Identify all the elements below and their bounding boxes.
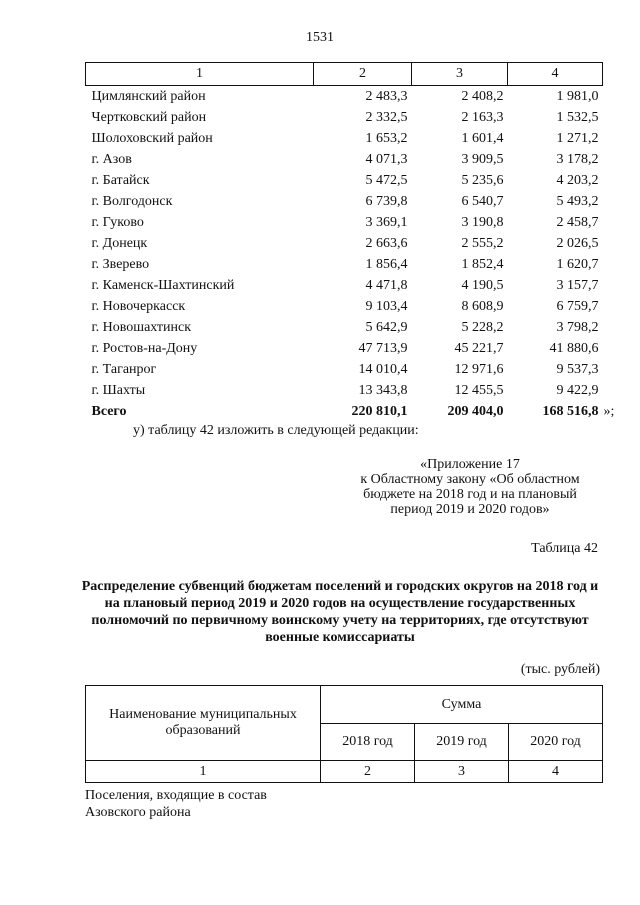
closing-quote-suffix: »; xyxy=(603,403,615,419)
table-row xyxy=(86,149,603,170)
municipality-name: г. Волгодонск xyxy=(91,193,173,209)
value-2018: 4 071,3 xyxy=(365,151,408,167)
value-2018: 47 713,9 xyxy=(358,340,408,356)
municipality-name: г. Батайск xyxy=(91,172,150,188)
value-2020: 9 422,9 xyxy=(556,382,599,398)
value-2020: 41 880,6 xyxy=(549,340,599,356)
municipality-name: г. Гуково xyxy=(91,214,144,230)
column-number: 4 xyxy=(508,63,603,86)
table-row xyxy=(86,128,603,149)
table-row xyxy=(86,317,603,338)
value-2020: 3 798,2 xyxy=(556,319,599,335)
value-2018: 2 663,6 xyxy=(365,235,408,251)
table-row xyxy=(86,380,603,401)
table-row xyxy=(86,107,603,128)
amendment-note: у) таблицу 42 изложить в следующей редакции: xyxy=(133,423,419,438)
table-row xyxy=(86,212,603,233)
appendix-title: «Приложение 17 xyxy=(420,457,520,472)
value-2020: 5 493,2 xyxy=(556,193,599,209)
units-label: (тыс. рублей) xyxy=(520,662,600,677)
value-2020: 3 178,2 xyxy=(556,151,599,167)
table-row xyxy=(86,233,603,254)
value-2019: 5 228,2 xyxy=(461,319,504,335)
municipality-name: Чертковский район xyxy=(91,109,207,125)
appendix-line: бюджете на 2018 год и на плановый xyxy=(363,487,577,502)
value-2020: 1 981,0 xyxy=(556,88,599,104)
value-2020: 4 203,2 xyxy=(556,172,599,188)
table-row xyxy=(86,275,603,296)
municipality-name: г. Таганрог xyxy=(91,361,157,377)
column-number: 3 xyxy=(415,761,509,783)
municipality-name: г. Новошахтинск xyxy=(91,319,192,335)
municipality-name: г. Ростов-на-Дону xyxy=(91,340,198,356)
value-2018: 14 010,4 xyxy=(358,361,408,377)
table-total-row xyxy=(86,401,603,422)
value-2018: 220 810,1 xyxy=(351,403,408,419)
table-row xyxy=(86,86,603,108)
page-number: 1531 xyxy=(306,30,334,45)
value-2019: 6 540,7 xyxy=(461,193,504,209)
table-number: Таблица 42 xyxy=(531,541,598,556)
column-name-header: Наименование муниципальных образований xyxy=(86,686,321,761)
municipality-name: Шолоховский район xyxy=(91,130,213,146)
municipality-name: г. Новочеркасск xyxy=(91,298,186,314)
value-2018: 4 471,8 xyxy=(365,277,408,293)
section-subheading xyxy=(85,787,267,821)
year-header: 2020 год xyxy=(509,724,603,761)
value-2020: 1 620,7 xyxy=(556,256,599,272)
table-row xyxy=(86,254,603,275)
value-2018: 3 369,1 xyxy=(365,214,408,230)
column-number: 1 xyxy=(86,63,314,86)
column-number: 4 xyxy=(509,761,603,783)
value-2020: 9 537,3 xyxy=(556,361,599,377)
value-2019: 1 852,4 xyxy=(461,256,504,272)
appendix-line: к Областному закону «Об областном xyxy=(360,472,580,487)
column-number: 1 xyxy=(86,761,321,783)
value-2018: 2 483,3 xyxy=(365,88,408,104)
value-2019: 209 404,0 xyxy=(447,403,504,419)
subheading-line: Азовского района xyxy=(85,805,191,820)
municipality-name: г. Каменск-Шахтинский xyxy=(91,277,235,293)
table-heading: Распределение субвенций бюджетам поселений и городских округов на 2018 год и на плановый период 2019 и 2020 годов на осуществление государственных полномочий по первичному воинскому учету на территориях, где отсутствуют военные комиссариаты xyxy=(81,579,599,645)
column-number: 3 xyxy=(412,63,508,86)
year-header: 2018 год xyxy=(321,724,415,761)
municipality-name: Цимлянский район xyxy=(91,88,206,104)
value-2020: 2 026,5 xyxy=(556,235,599,251)
value-2019: 12 455,5 xyxy=(454,382,504,398)
value-2018: 1 653,2 xyxy=(365,130,408,146)
value-2019: 5 235,6 xyxy=(461,172,504,188)
value-2018: 13 343,8 xyxy=(358,382,408,398)
value-2020: 2 458,7 xyxy=(556,214,599,230)
municipality-name: г. Донецк xyxy=(91,235,148,251)
value-2020: 1 271,2 xyxy=(556,130,599,146)
municipality-name: Всего xyxy=(91,403,127,419)
value-2019: 2 555,2 xyxy=(461,235,504,251)
table-row xyxy=(86,170,603,191)
value-2020: 1 532,5 xyxy=(556,109,599,125)
value-2020: 6 759,7 xyxy=(556,298,599,314)
value-2018: 5 642,9 xyxy=(365,319,408,335)
value-2019: 2 163,3 xyxy=(461,109,504,125)
appendix-reference xyxy=(335,457,605,517)
table-row xyxy=(86,296,603,317)
appendix-line: период 2019 и 2020 годов» xyxy=(390,502,550,517)
value-2019: 45 221,7 xyxy=(454,340,504,356)
year-header: 2019 год xyxy=(415,724,509,761)
value-2019: 8 608,9 xyxy=(461,298,504,314)
value-2019: 12 971,6 xyxy=(454,361,504,377)
value-2019: 3 190,8 xyxy=(461,214,504,230)
value-2018: 2 332,5 xyxy=(365,109,408,125)
column-sum-header: Сумма xyxy=(321,686,603,724)
table-row xyxy=(86,191,603,212)
value-2018: 9 103,4 xyxy=(365,298,408,314)
budget-table-continued xyxy=(85,62,615,422)
value-2019: 3 909,5 xyxy=(461,151,504,167)
value-2019: 1 601,4 xyxy=(461,130,504,146)
column-number: 2 xyxy=(314,63,412,86)
value-2018: 6 739,8 xyxy=(365,193,408,209)
municipality-name: г. Зверево xyxy=(91,256,150,272)
table-row xyxy=(86,359,603,380)
table-row xyxy=(86,338,603,359)
municipality-name: г. Азов xyxy=(91,151,132,167)
municipality-name: г. Шахты xyxy=(91,382,146,398)
value-2019: 2 408,2 xyxy=(461,88,504,104)
value-2018: 1 856,4 xyxy=(365,256,408,272)
subheading-line: Поселения, входящие в состав xyxy=(85,788,267,803)
column-number: 2 xyxy=(321,761,415,783)
table-header-row xyxy=(86,63,603,86)
value-2019: 4 190,5 xyxy=(461,277,504,293)
value-2020: 168 516,8 xyxy=(542,403,599,419)
value-2020: 3 157,7 xyxy=(556,277,599,293)
table-42-header xyxy=(85,685,603,783)
value-2018: 5 472,5 xyxy=(365,172,408,188)
